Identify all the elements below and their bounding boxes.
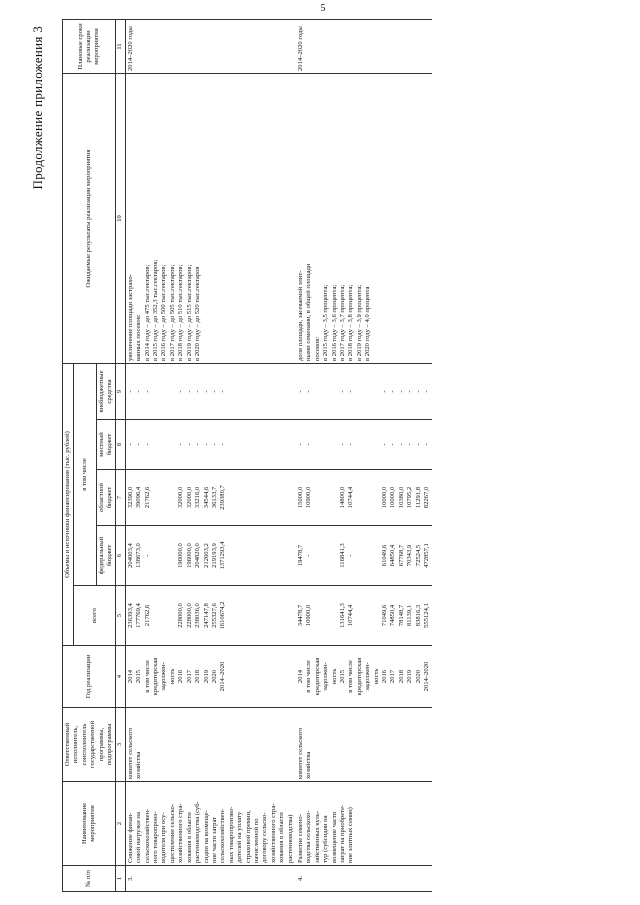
federal-cell-line: - <box>305 554 313 557</box>
offbudget-cell-line: - <box>423 390 431 393</box>
total-cell-line: 21762,6 <box>143 604 151 627</box>
total-cell-line: 131641,3 <box>339 603 346 628</box>
regional-cell-line: 15000,0 <box>296 486 304 509</box>
measure-name-line: начисленной по <box>252 818 260 863</box>
measure-name-line: Развитие семено- <box>296 814 304 863</box>
executor-cell <box>125 708 296 782</box>
offbudget-cell-line: - <box>202 390 210 393</box>
total-cell-line: 83816,3 <box>414 604 422 627</box>
local-cell-line <box>169 422 177 467</box>
year-cell-line: 2018 <box>194 669 202 684</box>
offbudget-cell-line <box>322 366 330 417</box>
offbudget-cell <box>125 363 296 419</box>
total-cell-line: 555124,1 <box>423 603 431 628</box>
executor-cell-line: комитет сельского <box>296 727 304 779</box>
year-cell-line: 2015 <box>135 669 143 684</box>
total-cell <box>296 586 433 646</box>
offbudget-cell-line <box>364 366 372 417</box>
results-cell <box>296 73 433 363</box>
offbudget-cell-line: - <box>143 390 151 393</box>
results-cell-line: в 2014 году – до 475 тыс.гектаров; <box>143 264 151 361</box>
results-cell-line: ными семенами, в общей площади <box>305 263 313 361</box>
period-cell <box>125 19 296 73</box>
total-cell-line: 247147,8 <box>202 603 210 628</box>
offbudget-cell-line <box>169 366 177 417</box>
rotated-landscape-sheet <box>22 2 618 900</box>
header-measure: Наименование мероприятия <box>63 782 116 866</box>
year-cell-line: ность <box>372 668 380 685</box>
federal-cell-line <box>373 528 381 583</box>
column-number: 6 <box>116 526 125 586</box>
local-cell-line: - <box>347 443 355 446</box>
header-local: местный бюджет <box>96 420 116 470</box>
federal-cell-line: 204820,0 <box>194 543 202 568</box>
local-cell-line <box>356 422 364 467</box>
year-cell-line: 2018 <box>397 669 405 684</box>
measure-name-line: сельскохозяйствен- <box>143 808 151 863</box>
local-cell-line: - <box>423 443 431 446</box>
federal-cell-line: 1371293,4 <box>219 541 227 570</box>
year-cell-line: кредиторская <box>313 657 321 696</box>
total-cell-line <box>331 588 339 643</box>
results-cell-line: в 2019 году – до 515 тыс.гектаров; <box>185 264 193 361</box>
measure-name-line: хования в области <box>278 812 286 863</box>
header-results: Ожидаемые результаты реализации мероприятия <box>63 73 116 363</box>
federal-cell-line: 61049,6 <box>381 544 389 567</box>
total-cell-line: 236393,4 <box>126 603 134 628</box>
measure-name-line: хозяйственного стра- <box>177 803 185 863</box>
federal-cell-line: - <box>143 554 151 557</box>
results-cell-line: увеличение площади застрахо- <box>126 274 134 361</box>
federal-cell-line: 116841,3 <box>339 543 346 568</box>
column-number: 10 <box>116 73 125 363</box>
measure-name-line: водства сельскохо- <box>305 810 313 863</box>
results-cell-line: в 2018 году – до 510 тыс.гектаров; <box>177 264 185 361</box>
results-cell-line: ванных посевов: <box>135 314 143 361</box>
total-cell-line <box>152 588 160 643</box>
total-cell-line: 71049,6 <box>381 604 389 627</box>
year-cell-line: задолжен- <box>160 662 168 691</box>
local-cell-line: - <box>126 443 134 446</box>
total-cell-line <box>169 588 177 643</box>
row-number <box>125 866 296 892</box>
column-number: 7 <box>116 470 125 526</box>
measure-name-line: растениеводства (суб- <box>194 801 202 863</box>
year-cell-line: 2016 <box>177 669 185 684</box>
federal-cell-line <box>322 528 330 583</box>
column-number: 1 <box>116 866 125 892</box>
results-cell-line: доля площади, засеваемой элит- <box>296 270 304 361</box>
federal-cell-line: 64850,4 <box>389 544 397 567</box>
regional-cell-line: 11291,8 <box>414 486 422 509</box>
regional-cell-line <box>152 472 160 523</box>
results-cell-line: в 2015 году – 3,5 процента; <box>322 284 330 361</box>
regional-cell-line: 33216,0 <box>194 486 202 509</box>
total-cell-line: 34478,7 <box>296 604 304 627</box>
offbudget-cell-line: - <box>185 390 193 393</box>
measure-name <box>125 782 296 866</box>
regional-cell-line <box>322 472 330 523</box>
federal-cell-line: 204003,4 <box>126 543 134 568</box>
local-cell-line: - <box>202 443 210 446</box>
total-cell-line: 228000,0 <box>177 603 185 628</box>
column-number: 3 <box>116 708 125 782</box>
year-cell-line: 2020 <box>210 669 218 684</box>
offbudget-cell <box>296 363 433 419</box>
regional-cell-line <box>160 472 168 523</box>
row-number-text: 4. <box>296 876 304 881</box>
offbudget-cell-line: - <box>381 390 389 393</box>
year-cell <box>125 646 296 708</box>
federal-cell-line: - <box>347 554 355 557</box>
regional-cell-line: 10000,0 <box>389 486 397 509</box>
year-cell-line: 2020 <box>414 669 422 684</box>
offbudget-cell-line: - <box>219 390 227 393</box>
offbudget-cell-line: - <box>210 390 218 393</box>
total-cell-line <box>364 588 372 643</box>
year-cell-line: 2016 <box>381 669 389 684</box>
executor-cell-line: комитет сельского <box>126 727 134 779</box>
total-cell <box>125 586 296 646</box>
measure-name-line: хования в области <box>185 812 193 863</box>
federal-cell-line: 196000,0 <box>177 543 185 568</box>
header-year: Год реализации <box>63 646 116 708</box>
regional-cell-line <box>331 472 339 523</box>
year-cell-line: 2014 <box>126 669 134 684</box>
year-cell-line: задолжен- <box>364 662 372 691</box>
column-number: 8 <box>116 420 125 470</box>
table-row <box>125 19 296 891</box>
column-number: 9 <box>116 363 125 419</box>
header-offbudget: внебюджетные средства <box>96 363 116 419</box>
local-cell-line: - <box>177 443 185 446</box>
regional-cell-line: 10000,0 <box>381 486 389 509</box>
total-cell-line: 81139,1 <box>406 604 414 627</box>
year-cell-line: 2017 <box>185 669 193 684</box>
offbudget-cell-line <box>160 366 168 417</box>
measure-name-line: ного товаропроиз- <box>152 811 160 863</box>
offbudget-cell-line <box>314 366 322 417</box>
total-cell-line: 1610674,2 <box>219 601 227 630</box>
federal-cell-line: 138673,0 <box>135 543 143 568</box>
year-cell-line: 2014–2020 <box>219 661 227 692</box>
measure-name-line: страховой премии, <box>244 810 252 863</box>
total-cell-line <box>356 588 364 643</box>
results-cell-line: в 2020 году – 4,0 процента <box>364 286 372 361</box>
local-cell-line: - <box>414 443 422 446</box>
measure-name-line: ние элитных семян) <box>347 807 355 863</box>
results-cell-line: в 2018 году – 3,8 процента; <box>347 284 355 361</box>
measure-name-line: тур (субсидии на <box>322 815 330 863</box>
regional-cell-line: 10744,4 <box>347 486 355 509</box>
measure-name-line: растениеводства) <box>286 814 294 863</box>
offbudget-cell-line <box>152 366 160 417</box>
column-number: 5 <box>116 586 125 646</box>
year-cell-line: 2017 <box>389 669 397 684</box>
federal-cell-line: 219193,9 <box>210 543 218 568</box>
column-number-row <box>116 19 125 891</box>
executor-cell-line: хозяйства <box>305 751 313 779</box>
continuation-title: Продолжение приложения 3 <box>30 26 45 190</box>
local-cell-line <box>331 422 339 467</box>
total-cell-line: 228000,0 <box>185 603 193 628</box>
year-cell-line: 2015 <box>339 669 346 684</box>
results-cell-line: в 2020 году – до 520 тыс.гектаров <box>194 266 202 361</box>
federal-cell-line: 19478,7 <box>296 544 304 567</box>
measure-name-line: дителей на уплату <box>236 811 244 863</box>
header-period: Плановые сроки реализации мероприятия <box>63 19 116 73</box>
row-number-text: 3. <box>126 876 134 881</box>
header-funding-group: Объемы и источники финансирования (тыс. рублей) <box>63 363 74 645</box>
offbudget-cell-line: - <box>135 390 143 393</box>
regional-cell <box>125 470 296 526</box>
local-cell-line: - <box>397 443 405 446</box>
local-cell-line <box>322 422 330 467</box>
local-cell-line: - <box>296 443 304 446</box>
federal-cell-line <box>314 528 322 583</box>
header-total: всего <box>74 586 116 646</box>
regional-cell-line <box>364 472 372 523</box>
year-cell-line: 2014 <box>296 669 304 684</box>
results-cell-line: в 2017 году – до 505 тыс.гектаров; <box>168 264 176 361</box>
local-cell-line: - <box>210 443 218 446</box>
local-cell-line <box>160 422 168 467</box>
year-cell-line: в том числе <box>305 660 313 693</box>
measure-name-line: водителя при осу- <box>160 812 168 863</box>
offbudget-cell-line <box>331 366 339 417</box>
column-number: 4 <box>116 646 125 708</box>
local-cell <box>125 420 296 470</box>
regional-cell-line: 10795,2 <box>406 486 414 509</box>
federal-cell-line <box>356 528 364 583</box>
offbudget-cell-line: - <box>397 390 405 393</box>
federal-cell-line: 212603,2 <box>202 543 210 568</box>
regional-cell-line: 239380,7 <box>219 485 227 510</box>
local-cell-line: - <box>143 443 151 446</box>
year-cell-line: 2019 <box>202 669 210 684</box>
total-cell-line <box>314 588 322 643</box>
federal-cell-line: 72524,5 <box>414 544 422 567</box>
federal-cell-line <box>364 528 372 583</box>
regional-cell-line <box>314 472 322 523</box>
local-cell-line: - <box>339 443 346 446</box>
results-cell <box>125 73 296 363</box>
local-cell-line <box>364 422 372 467</box>
year-cell-line: кредиторская <box>152 657 160 696</box>
regional-cell-line: 32000,0 <box>177 486 185 509</box>
offbudget-cell-line <box>356 366 364 417</box>
header-executor: Ответственный исполнитель, соисполнитель государственной программы, подпрограммы <box>63 708 116 782</box>
regional-cell-line: 36133,7 <box>210 486 218 509</box>
total-cell-line: 255327,6 <box>210 603 218 628</box>
local-cell-line: - <box>219 443 227 446</box>
header-federal: федеральный бюджет <box>96 526 116 586</box>
regional-cell-line: 82267,0 <box>423 486 431 509</box>
table-row <box>296 19 433 891</box>
offbudget-cell-line: - <box>126 390 134 393</box>
local-cell-line <box>373 422 381 467</box>
offbudget-cell-line: - <box>305 390 313 393</box>
federal-cell-line: 67768,7 <box>397 544 405 567</box>
federal-cell-line <box>152 528 160 583</box>
year-cell-line: ность <box>330 668 338 685</box>
results-cell-line: в 2019 году – 3,9 процента; <box>355 284 363 361</box>
regional-cell-line <box>169 472 177 523</box>
local-cell <box>296 420 433 470</box>
row-number <box>296 866 433 892</box>
federal-cell-line: 196000,0 <box>185 543 193 568</box>
year-cell <box>296 646 433 708</box>
federal-cell-line <box>169 528 177 583</box>
offbudget-cell-line <box>373 366 381 417</box>
measure-name-line: зяйственных куль- <box>313 810 321 863</box>
offbudget-cell-line: - <box>406 390 414 393</box>
offbudget-cell-line: - <box>347 390 355 393</box>
measure-name-line: хозяйственного стра- <box>269 803 277 863</box>
federal-cell-line <box>331 528 339 583</box>
local-cell-line: - <box>135 443 143 446</box>
total-cell-line: 177769,4 <box>135 603 143 628</box>
measure-name-line: ние части затрат <box>210 816 218 863</box>
measure-name-line: Снижение финан- <box>126 812 134 863</box>
regional-cell-line: 39096,4 <box>135 486 143 509</box>
regional-cell-line <box>356 472 364 523</box>
federal-cell-line: 70343,9 <box>406 544 414 567</box>
federal-cell <box>125 526 296 586</box>
total-cell-line: 78148,7 <box>397 604 405 627</box>
local-cell-line: - <box>185 443 193 446</box>
regional-cell <box>296 470 433 526</box>
measure-name-line: ных товаропроизво- <box>227 806 235 863</box>
executor-cell <box>296 708 433 782</box>
federal-cell <box>296 526 433 586</box>
offbudget-cell-line: - <box>296 390 304 393</box>
results-cell-line: в 2015 году – до 352,3 тыс.гектаров; <box>152 259 160 361</box>
regional-cell-line: 34544,6 <box>202 486 210 509</box>
year-cell-line: 2014–2020 <box>423 661 431 692</box>
total-cell-line <box>373 588 381 643</box>
regional-cell-line: 32000,0 <box>185 486 193 509</box>
page-number: 5 <box>320 3 326 14</box>
period-cell <box>296 19 433 73</box>
measures-table <box>62 19 432 892</box>
measure-name-line: возмещение части <box>330 811 338 863</box>
measure-name-line: ществлении сельско- <box>168 804 176 863</box>
local-cell-line <box>152 422 160 467</box>
measure-name-line: договору сельско- <box>261 812 269 863</box>
executor-cell-line: хозяйства <box>135 751 143 779</box>
header-regional: областной бюджет <box>96 470 116 526</box>
results-cell-line: в 2017 году – 3,7 процента; <box>339 284 346 361</box>
federal-cell-line: 472857,1 <box>423 543 431 568</box>
header-num: № п/п <box>63 866 116 892</box>
local-cell-line: - <box>381 443 389 446</box>
regional-cell-line: 14800,0 <box>339 486 346 509</box>
local-cell-line <box>314 422 322 467</box>
results-cell-line: в 2016 году – 3,6 процента; <box>330 284 338 361</box>
year-cell-line: задолжен- <box>322 662 330 691</box>
period-cell-text: 2014–2020 годы <box>126 26 134 71</box>
measure-name-line: затрат на приобрете- <box>339 804 346 863</box>
total-cell-line: 10744,4 <box>347 604 355 627</box>
year-cell-line: в том числе <box>143 660 151 693</box>
year-cell-line: 2019 <box>406 669 414 684</box>
regional-cell-line: 32390,0 <box>126 486 134 509</box>
offbudget-cell-line: - <box>177 390 185 393</box>
local-cell-line: - <box>389 443 397 446</box>
year-cell-line: в том числе <box>347 660 355 693</box>
offbudget-cell-line: - <box>414 390 422 393</box>
regional-cell-line: 10900,0 <box>305 486 313 509</box>
measure-name-line: сельскохозяйствен- <box>219 808 227 863</box>
total-cell-line: 238036,0 <box>194 603 202 628</box>
regional-cell-line: 10380,0 <box>397 486 405 509</box>
local-cell-line: - <box>406 443 414 446</box>
year-cell-line: кредиторская <box>355 657 363 696</box>
column-number: 2 <box>116 782 125 866</box>
offbudget-cell-line: - <box>194 390 202 393</box>
offbudget-cell-line: - <box>389 390 397 393</box>
total-cell-line <box>160 588 168 643</box>
measure-name <box>296 782 433 866</box>
regional-cell-line: 21762,6 <box>143 486 151 509</box>
results-cell-line: посевов: <box>313 336 321 361</box>
measure-name-line: совой нагрузки на <box>135 812 143 863</box>
local-cell-line: - <box>194 443 202 446</box>
federal-cell-line <box>160 528 168 583</box>
year-cell-line: ность <box>168 668 176 685</box>
period-cell-text: 2014–2020 годы <box>296 26 304 71</box>
local-cell-line: - <box>305 443 313 446</box>
header-including: в том числе <box>74 363 96 585</box>
total-cell-line <box>322 588 330 643</box>
column-number: 11 <box>116 19 125 73</box>
total-cell-line: 10900,0 <box>305 604 313 627</box>
regional-cell-line <box>373 472 381 523</box>
offbudget-cell-line: - <box>339 390 346 393</box>
measure-name-line: сидии на возмеще- <box>202 810 210 863</box>
results-cell-line: в 2016 году – до 500 тыс.гектаров; <box>160 264 168 361</box>
total-cell-line: 74850,4 <box>389 604 397 627</box>
